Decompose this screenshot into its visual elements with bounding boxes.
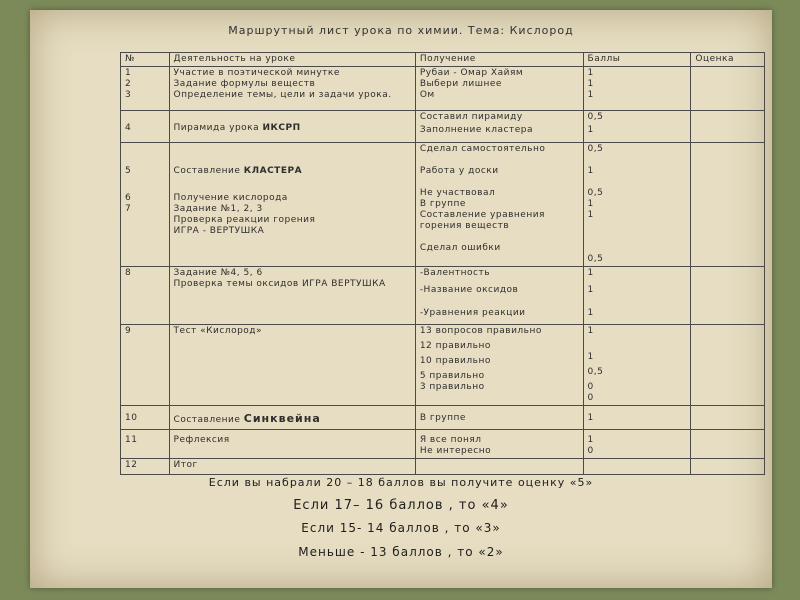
header-number: № bbox=[121, 53, 170, 67]
activity-emphasis: Синквейна bbox=[243, 412, 321, 425]
row-number: 12 bbox=[125, 460, 138, 470]
activity-text: Пирамида урока bbox=[173, 123, 260, 133]
row-number-cell bbox=[121, 143, 170, 267]
points-value: 1 bbox=[587, 125, 594, 135]
grade-cell bbox=[691, 267, 765, 325]
item-text: 3 правильно bbox=[419, 382, 485, 392]
activity-text: ИГРА - ВЕРТУШКА bbox=[173, 226, 265, 236]
items-cell bbox=[415, 406, 583, 430]
points-value: 1 bbox=[587, 352, 594, 362]
row-number: 11 bbox=[125, 435, 138, 445]
points-value: 1 bbox=[587, 68, 594, 78]
points-value: 0 bbox=[587, 393, 594, 403]
route-sheet-table bbox=[120, 52, 765, 475]
row-number: 5 bbox=[125, 166, 132, 176]
activity-text: Проверка темы оксидов ИГРА ВЕРТУШКА bbox=[173, 279, 386, 289]
row-number-cell bbox=[121, 111, 170, 143]
item-text: Выбери лишнее bbox=[419, 79, 502, 89]
activity-line bbox=[174, 166, 411, 177]
row-number-cell bbox=[121, 267, 170, 325]
items-cell bbox=[415, 111, 583, 143]
points-cell bbox=[583, 111, 691, 143]
item-text: Заполнение кластера bbox=[419, 125, 533, 135]
row-number: 10 bbox=[125, 413, 138, 423]
points-value: 0,5 bbox=[587, 188, 604, 198]
activity-cell bbox=[169, 267, 415, 325]
points-cell bbox=[583, 143, 691, 267]
points-value: 1 bbox=[587, 308, 594, 318]
grading-rule-4: Если 17– 16 баллов , то «4» bbox=[293, 498, 509, 513]
points-value: 1 bbox=[587, 326, 594, 336]
row-number: 3 bbox=[125, 90, 132, 100]
header-activity: Деятельность на уроке bbox=[169, 53, 415, 67]
points-value: 0,5 bbox=[587, 144, 604, 154]
item-text: 13 вопросов правильно bbox=[419, 326, 542, 336]
row-number: 1 bbox=[125, 68, 132, 78]
row-number: 7 bbox=[125, 204, 132, 214]
row-number-cell bbox=[121, 430, 170, 459]
points-value: 1 bbox=[587, 413, 594, 423]
item-text: 5 правильно bbox=[419, 371, 485, 381]
item-text: Сделал ошибки bbox=[419, 243, 501, 253]
points-cell bbox=[583, 459, 691, 475]
header-points: Баллы bbox=[583, 53, 691, 67]
header-grade: Оценка bbox=[691, 53, 765, 67]
table-row bbox=[121, 406, 765, 430]
grade-cell bbox=[691, 143, 765, 267]
activity-text: Получение кислорода bbox=[173, 193, 288, 203]
activity-text: Задание формулы веществ bbox=[173, 79, 316, 89]
row-number: 9 bbox=[125, 326, 132, 336]
points-cell bbox=[583, 267, 691, 325]
points-value: 0 bbox=[587, 382, 594, 392]
points-value: 1 bbox=[587, 79, 594, 89]
activity-text: Тест «Кислород» bbox=[173, 326, 263, 336]
items-cell bbox=[415, 430, 583, 459]
row-number-cell bbox=[121, 406, 170, 430]
table-row bbox=[121, 143, 765, 267]
table-row bbox=[121, 459, 765, 475]
points-value: 0,5 bbox=[587, 254, 604, 264]
activity-emphasis: ИКСРП bbox=[262, 123, 301, 133]
item-text: Рубаи - Омар Хайям bbox=[419, 68, 524, 78]
items-cell bbox=[415, 325, 583, 406]
item-text: -Валентность bbox=[419, 268, 491, 278]
points-value: 1 bbox=[587, 285, 594, 295]
table-header-row bbox=[121, 53, 765, 67]
points-value: 1 bbox=[587, 90, 594, 100]
item-text: Не участвовал bbox=[419, 188, 496, 198]
row-number: 4 bbox=[125, 123, 132, 133]
points-value: 1 bbox=[587, 210, 594, 220]
points-cell bbox=[583, 406, 691, 430]
points-cell bbox=[583, 325, 691, 406]
activity-text: Определение темы, цели и задачи урока. bbox=[173, 90, 392, 100]
document-sheet bbox=[30, 10, 772, 588]
table-row bbox=[121, 67, 765, 111]
item-text: Работа у доски bbox=[419, 166, 499, 176]
activity-text: Проверка реакции горения bbox=[173, 215, 316, 225]
row-number-cell bbox=[121, 325, 170, 406]
activity-cell bbox=[169, 111, 415, 143]
grade-cell bbox=[691, 430, 765, 459]
activity-cell bbox=[169, 67, 415, 111]
grade-cell bbox=[691, 325, 765, 406]
activity-cell bbox=[169, 325, 415, 406]
item-text: Составил пирамиду bbox=[419, 112, 523, 122]
items-cell bbox=[415, 267, 583, 325]
grading-rule-5: Если вы набрали 20 – 18 баллов вы получите оценку «5» bbox=[208, 476, 594, 489]
points-value: 0,5 bbox=[587, 367, 604, 377]
items-cell bbox=[415, 143, 583, 267]
table-row bbox=[121, 430, 765, 459]
activity-text: Итог bbox=[173, 460, 198, 470]
item-text: 12 правильно bbox=[419, 341, 491, 351]
item-text: -Название оксидов bbox=[419, 285, 519, 295]
activity-text: Задание №4, 5, 6 bbox=[173, 268, 263, 278]
item-text: Я все понял bbox=[419, 435, 482, 445]
item-text: -Уравнения реакции bbox=[419, 308, 526, 318]
activity-line bbox=[174, 123, 411, 134]
table-row bbox=[121, 325, 765, 406]
row-number: 2 bbox=[125, 79, 132, 89]
activity-text: Составление bbox=[173, 415, 241, 425]
table-row bbox=[121, 111, 765, 143]
activity-cell bbox=[169, 406, 415, 430]
row-number: 8 bbox=[125, 268, 132, 278]
row-number-cell bbox=[121, 67, 170, 111]
items-cell bbox=[415, 459, 583, 475]
item-text: В группе bbox=[419, 413, 466, 423]
points-cell bbox=[583, 430, 691, 459]
points-value: 1 bbox=[587, 435, 594, 445]
activity-line bbox=[174, 413, 411, 426]
item-text: 10 правильно bbox=[419, 356, 491, 366]
grade-cell bbox=[691, 111, 765, 143]
points-value: 0,5 bbox=[587, 112, 604, 122]
activity-cell bbox=[169, 430, 415, 459]
activity-cell bbox=[169, 143, 415, 267]
activity-emphasis: КЛАСТЕРА bbox=[243, 166, 303, 176]
points-value: 1 bbox=[587, 199, 594, 209]
table-row bbox=[121, 267, 765, 325]
points-value: 0 bbox=[587, 446, 594, 456]
header-items: Получение bbox=[415, 53, 583, 67]
activity-text: Задание №1, 2, 3 bbox=[173, 204, 263, 214]
item-text: Составление уравнения горения веществ bbox=[419, 210, 545, 231]
item-text: Сделал самостоятельно bbox=[419, 144, 546, 154]
item-text: В группе bbox=[419, 199, 466, 209]
row-number: 6 bbox=[125, 193, 132, 203]
grade-cell bbox=[691, 406, 765, 430]
row-number-cell bbox=[121, 459, 170, 475]
document-title: Маршрутный лист урока по химии. Тема: Кислород bbox=[228, 24, 574, 37]
points-value: 1 bbox=[587, 166, 594, 176]
activity-cell bbox=[169, 459, 415, 475]
points-value: 1 bbox=[587, 268, 594, 278]
points-cell bbox=[583, 67, 691, 111]
activity-text: Рефлексия bbox=[173, 435, 230, 445]
activity-text: Составление bbox=[173, 166, 241, 176]
item-text: Не интересно bbox=[419, 446, 492, 456]
activity-text: Участие в поэтической минутке bbox=[173, 68, 340, 78]
grading-rule-3: Если 15- 14 баллов , то «3» bbox=[301, 521, 501, 535]
items-cell bbox=[415, 67, 583, 111]
grading-rule-2: Меньше - 13 баллов , то «2» bbox=[298, 545, 504, 559]
item-text: Ом bbox=[419, 90, 435, 100]
grade-cell bbox=[691, 67, 765, 111]
grade-cell bbox=[691, 459, 765, 475]
